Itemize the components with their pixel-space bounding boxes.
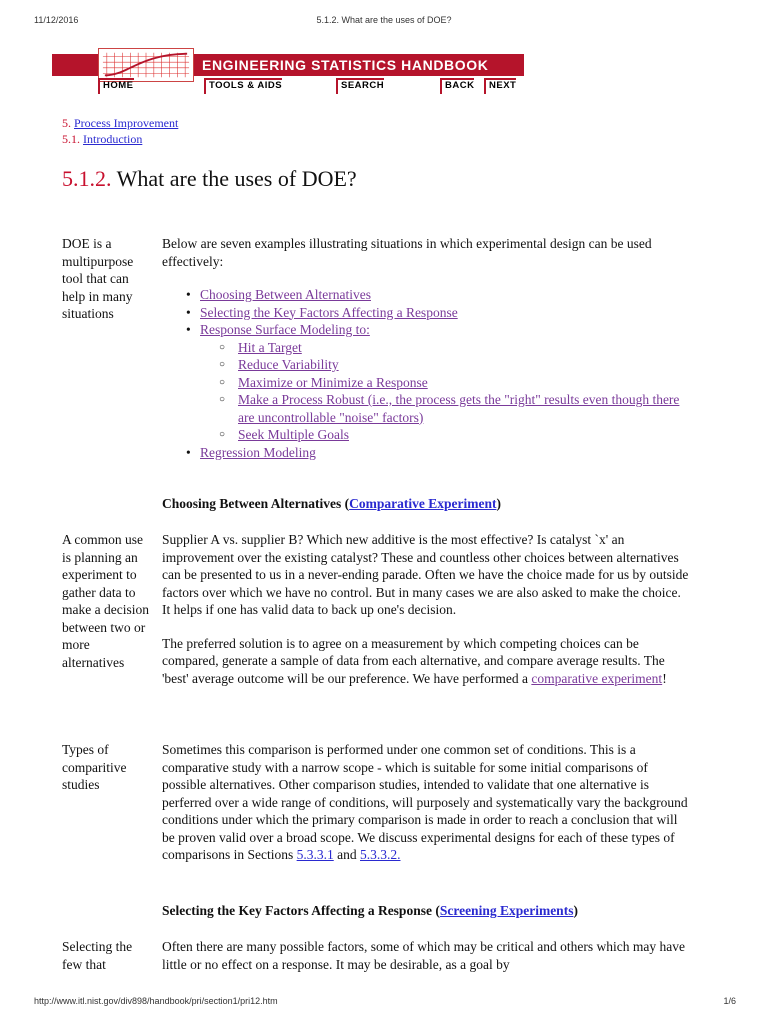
paragraph-text: The preferred solution is to agree on a measurement by which competing choices can be compared, generate a sample of data from each alternative, and compare average results. The 'best' average outcome will be our preference. We have performed a bbox=[162, 635, 665, 686]
list-item bbox=[200, 339, 692, 357]
toc-link-reduce-variability[interactable]: Reduce Variability bbox=[238, 357, 339, 372]
section-title: What are the uses of DOE? bbox=[116, 166, 357, 191]
section-5331-link[interactable]: 5.3.3.1 bbox=[296, 847, 334, 862]
comparative-experiment-link[interactable]: Comparative Experiment bbox=[349, 496, 497, 511]
next-button[interactable]: NEXT bbox=[484, 78, 516, 94]
breadcrumb bbox=[62, 115, 178, 147]
home-button[interactable]: HOME bbox=[98, 78, 134, 94]
intro-block bbox=[162, 235, 692, 461]
section2-body: Often there are many possible factors, some of which may be critical and others which may have little or no effect on a response. It may be desirable, as a goal by bbox=[162, 939, 685, 972]
breadcrumb-item bbox=[62, 115, 178, 131]
heading-text: ) bbox=[496, 496, 501, 511]
breadcrumb-link-process-improvement[interactable]: Process Improvement bbox=[74, 116, 179, 130]
banner-title: ENGINEERING STATISTICS HANDBOOK bbox=[202, 57, 489, 73]
list-item bbox=[200, 374, 692, 392]
heading-text: Selecting the Key Factors Affecting a Response ( bbox=[162, 903, 440, 918]
uses-list bbox=[162, 286, 692, 461]
section1-types-body bbox=[162, 741, 692, 864]
screening-experiments-link[interactable]: Screening Experiments bbox=[439, 903, 574, 918]
toc-link-hit-target[interactable]: Hit a Target bbox=[238, 339, 302, 355]
response-surface-sublist bbox=[200, 339, 692, 444]
tools-aids-button[interactable]: TOOLS & AIDS bbox=[204, 78, 282, 94]
search-button[interactable]: SEARCH bbox=[336, 78, 384, 94]
margin-note-selecting: Selecting the few that bbox=[62, 939, 133, 972]
toc-link-selecting[interactable]: Selecting the Key Factors Affecting a Response bbox=[200, 304, 458, 320]
list-item bbox=[162, 321, 692, 444]
list-item bbox=[200, 391, 692, 426]
print-url: http://www.itl.nist.gov/div898/handbook/pri/section1/pri12.htm bbox=[34, 996, 278, 1006]
paragraph bbox=[162, 635, 692, 688]
breadcrumb-link-introduction[interactable]: Introduction bbox=[83, 132, 143, 146]
paragraph-text: Sometimes this comparison is performed under one common set of conditions. This is a comparative study with a narrow scope - which is suitable for some initial comparisons of possible alternatives. Other comparison studies, intended to validate that one alternative is perferred over a wide range of conditions, will purposely and systematically vary the background conditions under which the primary comparison is made in order to reach a conclusion that will be proven valid over a broad scope. We discuss experimental designs for each of these types of comparisons in Sections bbox=[162, 742, 688, 862]
list-item bbox=[200, 426, 692, 444]
toc-link-maximize[interactable]: Maximize or Minimize a Response bbox=[238, 374, 428, 390]
list-item bbox=[162, 286, 692, 304]
print-date: 11/12/2016 bbox=[34, 15, 79, 25]
toc-link-regression[interactable]: Regression Modeling bbox=[200, 444, 316, 460]
page-title bbox=[62, 166, 357, 192]
breadcrumb-number: 5.1. bbox=[62, 132, 80, 146]
breadcrumb-item bbox=[62, 131, 178, 147]
margin-note-types: Types of comparitive studies bbox=[62, 742, 127, 792]
breadcrumb-number: 5. bbox=[62, 116, 71, 130]
section1-body bbox=[162, 531, 692, 687]
toc-link-robust[interactable]: Make a Process Robust (i.e., the process gets the "right" results even though there are uncontrollable "noise" factors) bbox=[238, 392, 680, 425]
heading-text: Choosing Between Alternatives ( bbox=[162, 496, 350, 511]
margin-note-common-use: A common use is planning an experiment to gather data to make a decision between two or more alternatives bbox=[62, 532, 149, 670]
handbook-logo-icon[interactable] bbox=[98, 48, 194, 82]
list-item bbox=[162, 444, 692, 462]
section-5332-link[interactable]: 5.3.3.2. bbox=[360, 847, 401, 862]
paragraph: Supplier A vs. supplier B? Which new additive is the most effective? Is catalyst `x' an improvement over the existing catalyst? These and countless other choices between alternatives can be presented to us in a never-ending parade. Often we have the choice made for us by outside factors over which we have no control. But in many cases we are also asked to make the choice. It helps if one has valid data to back up one's decision. bbox=[162, 532, 689, 617]
handbook-banner bbox=[52, 54, 524, 76]
print-title: 5.1.2. What are the uses of DOE? bbox=[316, 15, 452, 25]
section-heading-selecting bbox=[162, 902, 692, 920]
paragraph bbox=[162, 741, 692, 864]
back-button[interactable]: BACK bbox=[440, 78, 474, 94]
paragraph-text: ! bbox=[662, 670, 667, 686]
margin-note-intro: DOE is a multipurpose tool that can help in many situations bbox=[62, 236, 134, 321]
intro-text: Below are seven examples illustrating situations in which experimental design can be used effectively: bbox=[162, 236, 652, 269]
comparative-experiment-inline-link[interactable]: comparative experiment bbox=[531, 670, 663, 686]
page-number: 1/6 bbox=[723, 996, 736, 1006]
toc-link-multiple-goals[interactable]: Seek Multiple Goals bbox=[238, 427, 349, 442]
nav-bar bbox=[52, 78, 524, 94]
toc-link-response-surface[interactable]: Response Surface Modeling to: bbox=[200, 322, 370, 337]
paragraph-text: and bbox=[333, 847, 360, 862]
heading-text: ) bbox=[573, 903, 578, 918]
section-heading-choosing bbox=[162, 495, 692, 513]
toc-link-choosing[interactable]: Choosing Between Alternatives bbox=[200, 287, 371, 302]
section-number: 5.1.2. bbox=[62, 166, 112, 191]
list-item bbox=[200, 356, 692, 374]
list-item bbox=[162, 304, 692, 322]
